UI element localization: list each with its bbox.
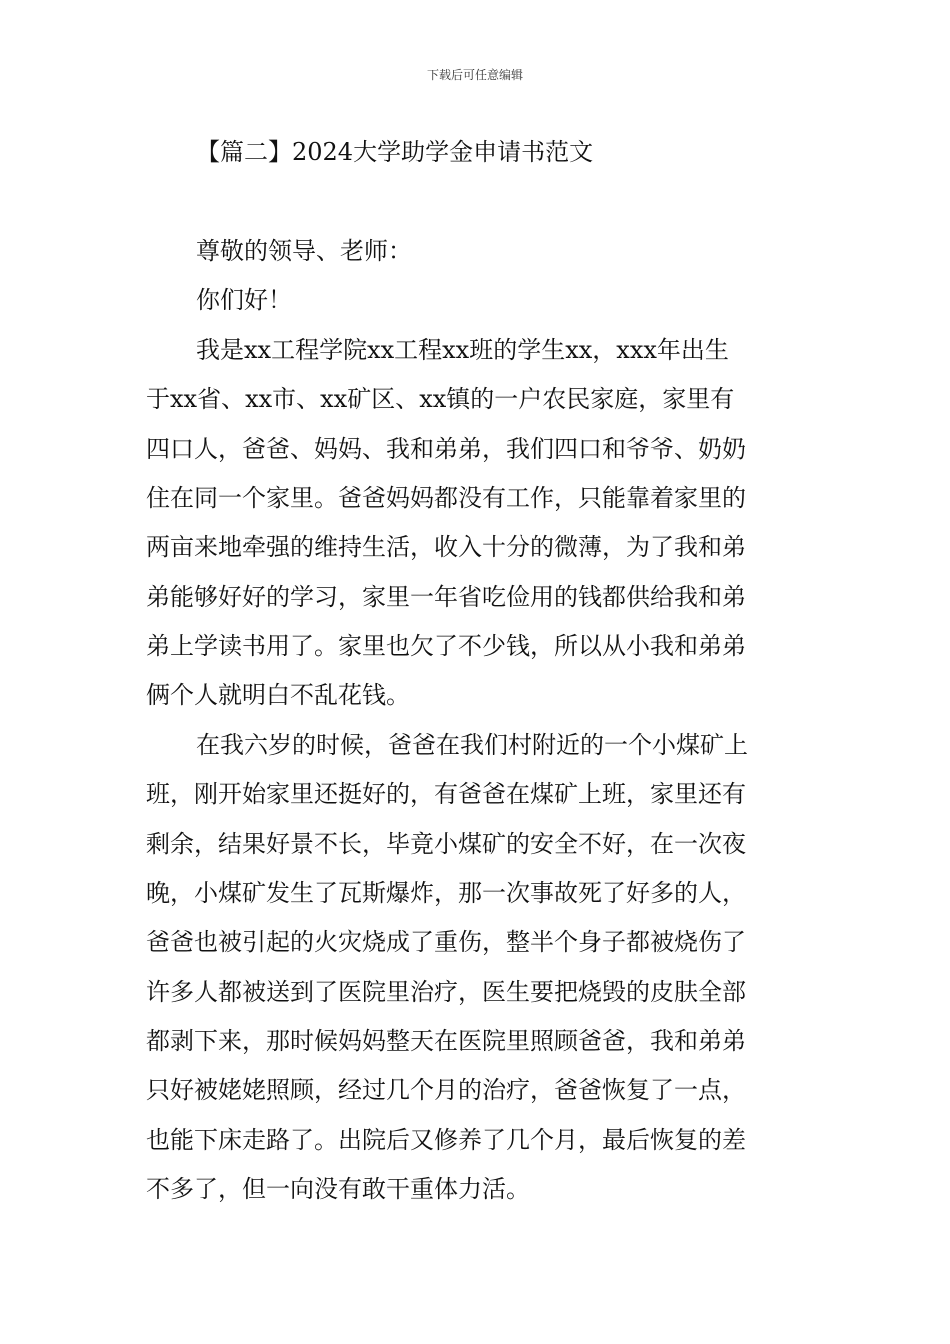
- paragraph-line: 剩余，结果好景不长，毕竟小煤矿的安全不好，在一次夜: [146, 830, 746, 858]
- paragraph-line: 爸爸也被引起的火灾烧成了重伤，整半个身子都被烧伤了: [146, 928, 746, 956]
- header-note: 下载后可任意编辑: [426, 68, 523, 82]
- paragraph-line: 我是xx工程学院xx工程xx班的学生xx，xxx年出生: [196, 336, 729, 364]
- paragraph-line: 在我六岁的时候，爸爸在我们村附近的一个小煤矿上: [196, 731, 748, 759]
- document-title: 【篇二】2024大学助学金申请书范文: [196, 138, 594, 166]
- greeting: 你们好！: [196, 286, 292, 314]
- paragraph-line: 弟能够好好的学习，家里一年省吃俭用的钱都供给我和弟: [146, 583, 746, 611]
- paragraph-line: 不多了，但一向没有敢干重体力活。: [146, 1175, 530, 1203]
- paragraph-line: 许多人都被送到了医院里治疗，医生要把烧毁的皮肤全部: [146, 978, 746, 1006]
- paragraph-line: 四口人，爸爸、妈妈、我和弟弟，我们四口和爷爷、奶奶: [146, 435, 746, 463]
- paragraph-line: 都剥下来，那时候妈妈整天在医院里照顾爸爸，我和弟弟: [146, 1027, 746, 1055]
- paragraph-line: 于xx省、xx市、xx矿区、xx镇的一户农民家庭，家里有: [146, 385, 735, 413]
- salutation: 尊敬的领导、老师：: [196, 237, 412, 265]
- paragraph-line: 也能下床走路了。出院后又修养了几个月，最后恢复的差: [146, 1126, 746, 1154]
- paragraph-line: 晚，小煤矿发生了瓦斯爆炸，那一次事故死了好多的人，: [146, 879, 746, 907]
- paragraph-line: 两亩来地牵强的维持生活，收入十分的微薄，为了我和弟: [146, 533, 746, 561]
- paragraph-line: 班，刚开始家里还挺好的，有爸爸在煤矿上班，家里还有: [146, 780, 746, 808]
- paragraph-line: 只好被姥姥照顾，经过几个月的治疗，爸爸恢复了一点，: [146, 1076, 746, 1104]
- paragraph-line: 俩个人就明白不乱花钱。: [146, 681, 410, 709]
- paragraph-line: 弟上学读书用了。家里也欠了不少钱，所以从小我和弟弟: [146, 632, 746, 660]
- paragraph-line: 住在同一个家里。爸爸妈妈都没有工作，只能靠着家里的: [146, 484, 746, 512]
